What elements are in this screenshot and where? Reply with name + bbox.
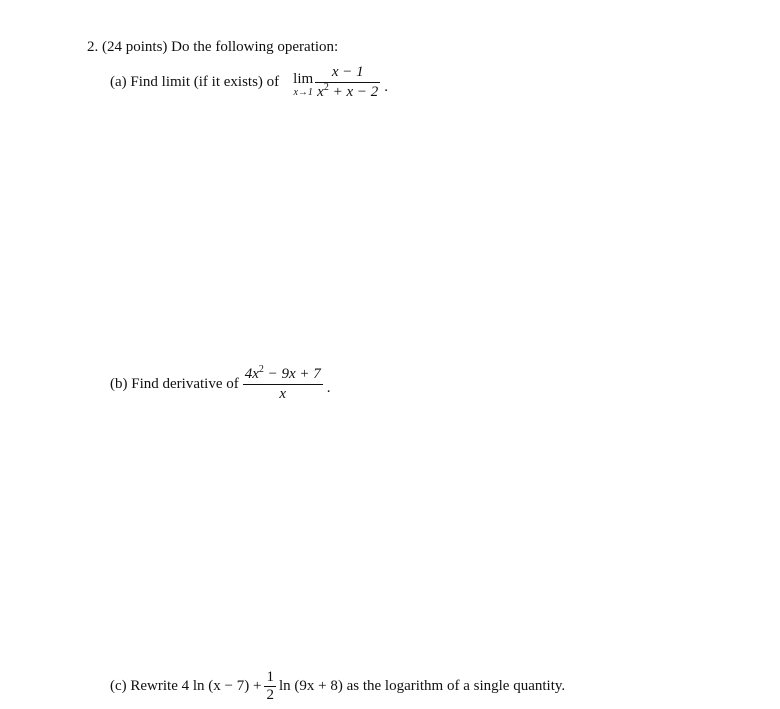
part-a-end: . bbox=[384, 78, 388, 95]
part-a-prefix: (a) Find limit (if it exists) of bbox=[110, 73, 280, 90]
problem-heading-text: 2. (24 points) Do the following operation: bbox=[87, 39, 339, 55]
limit-den-rest: + x − 2 bbox=[328, 83, 379, 100]
limit-operator bbox=[293, 72, 313, 98]
limit-word: lim bbox=[293, 71, 314, 87]
limit-numerator: x − 1 bbox=[331, 63, 364, 80]
derivative-fraction bbox=[243, 365, 323, 404]
derivative-num-exponent: 2 bbox=[258, 363, 264, 375]
derivative-num-lead: 4x bbox=[244, 365, 259, 382]
problem-heading bbox=[87, 39, 338, 56]
part-b bbox=[110, 364, 331, 404]
derivative-denominator: x bbox=[243, 384, 323, 404]
half-fraction bbox=[264, 669, 276, 704]
limit-fraction bbox=[315, 63, 380, 102]
part-c-suffix: ln (9x + 8) as the logarithm of a single quantity. bbox=[278, 677, 566, 694]
part-a bbox=[110, 60, 388, 104]
limit-den-exponent: 2 bbox=[323, 81, 329, 93]
part-c-prefix: (c) Rewrite 4 ln (x − 7) + bbox=[110, 677, 262, 694]
part-b-end: . bbox=[326, 379, 331, 396]
part-b-prefix: (b) Find derivative of bbox=[110, 375, 239, 392]
derivative-num-rest: − 9x + 7 bbox=[263, 365, 321, 382]
part-c bbox=[110, 666, 565, 706]
limit-denominator bbox=[315, 82, 380, 102]
derivative-numerator bbox=[243, 365, 323, 384]
half-numerator: 1 bbox=[266, 668, 274, 685]
limit-den-base: x bbox=[317, 83, 324, 100]
half-denominator: 2 bbox=[266, 686, 274, 703]
limit-subscript: x→1 bbox=[293, 87, 313, 98]
